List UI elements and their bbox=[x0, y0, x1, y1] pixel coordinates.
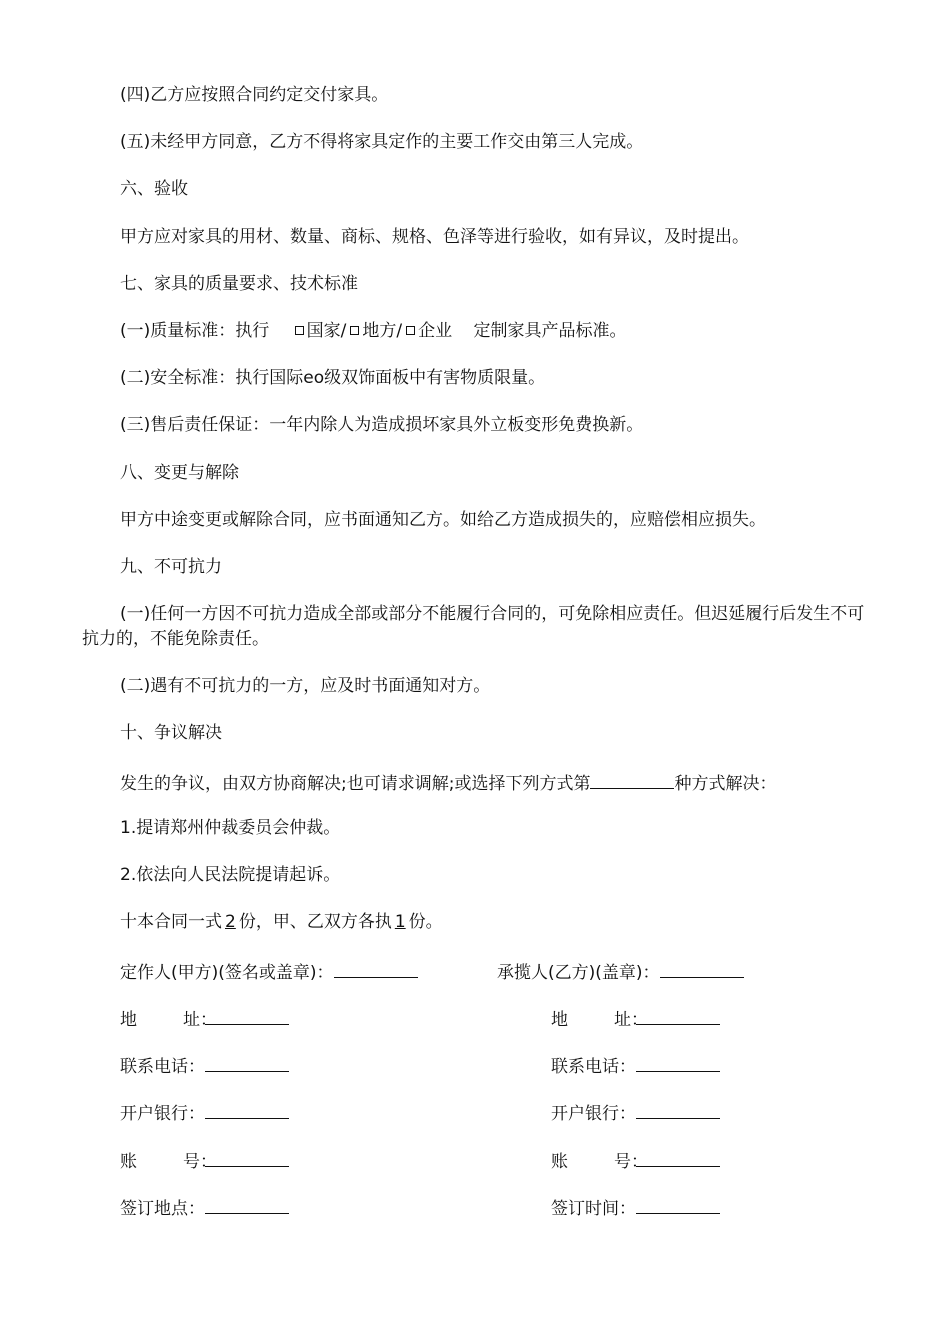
phone-label: 联系电话： bbox=[120, 1057, 205, 1077]
address-label-char1: 地 bbox=[551, 1010, 568, 1030]
option-national: 国家/ bbox=[306, 321, 347, 341]
signing-place-label: 签订地点： bbox=[120, 1199, 205, 1219]
party-b-address-blank[interactable] bbox=[636, 1006, 720, 1025]
account-label-char2: 号： bbox=[183, 1152, 217, 1172]
party-b-label: 承揽人(乙方)(盖章)： bbox=[497, 963, 660, 983]
option-local: 地方/ bbox=[362, 321, 403, 341]
copies-text-c: 份。 bbox=[408, 912, 443, 932]
copies-text-b: 份，甲、乙双方各执 bbox=[238, 912, 392, 932]
party-a-account bbox=[120, 1148, 289, 1173]
copies-text-a: 十本合同一式 bbox=[120, 912, 222, 932]
party-a-phone bbox=[120, 1053, 289, 1078]
section-7-item-3: (三)售后责任保证：一年内除人为造成损坏家具外立板变形免费换新。 bbox=[120, 415, 644, 435]
party-a-signature bbox=[120, 959, 418, 984]
party-b-bank bbox=[551, 1100, 720, 1125]
address-label-char2: 址： bbox=[183, 1010, 217, 1030]
party-b-phone-blank[interactable] bbox=[636, 1053, 720, 1072]
party-a-blank[interactable] bbox=[334, 959, 418, 978]
party-a-address-blank[interactable] bbox=[205, 1006, 289, 1025]
account-label-char2: 号： bbox=[614, 1152, 648, 1172]
section-10-heading: 十、争议解决 bbox=[120, 723, 222, 743]
section-8-heading: 八、变更与解除 bbox=[120, 463, 239, 483]
signing-time-blank[interactable] bbox=[636, 1195, 720, 1214]
clause-4-delivery: (四)乙方应按照合同约定交付家具。 bbox=[120, 85, 389, 105]
party-b-account-blank[interactable] bbox=[636, 1148, 720, 1167]
quality-standard-suffix: 定制家具产品标准。 bbox=[473, 321, 627, 341]
address-label-char1: 地 bbox=[120, 1010, 137, 1030]
address-label-char2: 址： bbox=[614, 1010, 648, 1030]
method-number-blank[interactable] bbox=[590, 770, 674, 789]
section-10-body bbox=[120, 770, 776, 795]
copies-count: 2 bbox=[225, 912, 236, 932]
party-a-phone-blank[interactable] bbox=[205, 1053, 289, 1072]
account-label-char1: 账 bbox=[120, 1152, 137, 1172]
party-a-label: 定作人(甲方)(签名或盖章)： bbox=[120, 963, 334, 983]
party-b-account bbox=[551, 1148, 720, 1173]
section-6-body: 甲方应对家具的用材、数量、商标、规格、色泽等进行验收，如有异议，及时提出。 bbox=[120, 227, 749, 247]
option-enterprise: 企业 bbox=[418, 321, 453, 341]
clause-5-subcontract: (五)未经甲方同意，乙方不得将家具定作的主要工作交由第三人完成。 bbox=[120, 132, 644, 152]
party-b-signature bbox=[497, 959, 744, 984]
signing-place bbox=[120, 1195, 289, 1220]
phone-label: 联系电话： bbox=[551, 1057, 636, 1077]
account-label-char1: 账 bbox=[551, 1152, 568, 1172]
dispute-text-b: 种方式解决： bbox=[674, 774, 777, 794]
section-7-item-2: (二)安全标准：执行国际eo级双饰面板中有害物质限量。 bbox=[120, 368, 546, 388]
party-a-address bbox=[120, 1006, 289, 1031]
section-8-body: 甲方中途变更或解除合同，应书面通知乙方。如给乙方造成损失的，应赔偿相应损失。 bbox=[120, 510, 766, 530]
section-6-heading: 六、验收 bbox=[120, 179, 188, 199]
dispute-option-1: 1.提请郑州仲裁委员会仲裁。 bbox=[120, 818, 341, 838]
party-b-phone bbox=[551, 1053, 720, 1078]
party-a-bank-blank[interactable] bbox=[205, 1100, 289, 1119]
signing-time-label: 签订时间： bbox=[551, 1199, 636, 1219]
party-b-address bbox=[551, 1006, 720, 1031]
checkbox-local[interactable] bbox=[350, 326, 359, 335]
quality-standard-label: (一)质量标准：执行 bbox=[120, 321, 270, 341]
bank-label: 开户银行： bbox=[551, 1104, 636, 1124]
party-b-blank[interactable] bbox=[660, 959, 744, 978]
signing-place-blank[interactable] bbox=[205, 1195, 289, 1214]
checkbox-enterprise[interactable] bbox=[406, 326, 415, 335]
section-9-item-1: (一)任何一方因不可抗力造成全部或部分不能履行合同的，可免除相应责任。但迟延履行后发生不可抗力的，不能免除责任。 bbox=[82, 604, 865, 649]
dispute-text-a: 发生的争议，由双方协商解决;也可请求调解;或选择下列方式第 bbox=[120, 774, 591, 794]
section-7-item-1 bbox=[120, 320, 627, 342]
checkbox-national[interactable] bbox=[295, 326, 304, 335]
copies-each-count: 1 bbox=[394, 912, 406, 932]
copies-clause bbox=[120, 911, 443, 933]
signing-time bbox=[551, 1195, 720, 1220]
section-7-heading: 七、家具的质量要求、技术标准 bbox=[120, 274, 358, 294]
bank-label: 开户银行： bbox=[120, 1104, 205, 1124]
party-a-account-blank[interactable] bbox=[205, 1148, 289, 1167]
section-9-item-2: (二)遇有不可抗力的一方，应及时书面通知对方。 bbox=[120, 676, 491, 696]
party-a-bank bbox=[120, 1100, 289, 1125]
dispute-option-2: 2.依法向人民法院提请起诉。 bbox=[120, 865, 341, 885]
section-9-heading: 九、不可抗力 bbox=[120, 557, 222, 577]
party-b-bank-blank[interactable] bbox=[636, 1100, 720, 1119]
